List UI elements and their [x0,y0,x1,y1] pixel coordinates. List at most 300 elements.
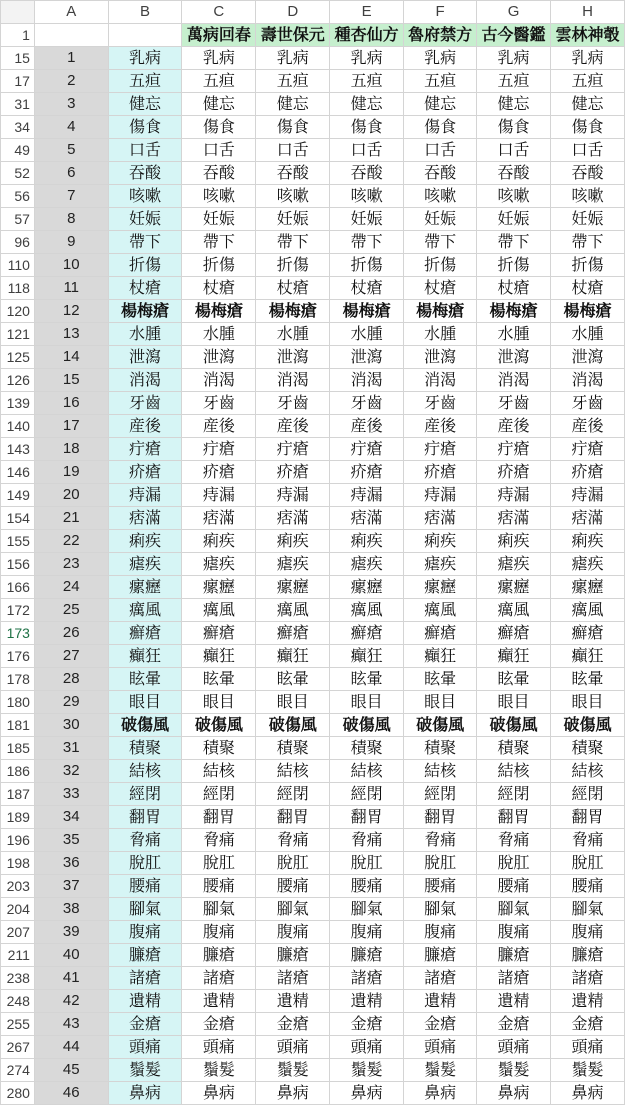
book-entry-cell[interactable]: 牙齒 [404,392,477,415]
book-entry-cell[interactable]: 吞酸 [404,162,477,185]
index-number-cell[interactable]: 13 [34,323,108,346]
book-entry-cell[interactable]: 癘風 [550,599,624,622]
row-header[interactable]: 207 [1,921,35,944]
book-entry-cell[interactable]: 破傷風 [182,714,256,737]
book-entry-cell[interactable]: 經閉 [256,783,330,806]
book-entry-cell[interactable]: 疥瘡 [182,461,256,484]
book-entry-cell[interactable]: 乳病 [256,47,330,70]
book-entry-cell[interactable]: 口舌 [550,139,624,162]
book-entry-cell[interactable]: 脅痛 [330,829,404,852]
disease-name-cell[interactable]: 折傷 [108,254,182,277]
book-entry-cell[interactable]: 瘰癧 [330,576,404,599]
book-entry-cell[interactable]: 吞酸 [256,162,330,185]
book-entry-cell[interactable]: 牙齒 [182,392,256,415]
row-header[interactable]: 187 [1,783,35,806]
book-entry-cell[interactable]: 口舌 [477,139,551,162]
book-entry-cell[interactable]: 脫肛 [256,852,330,875]
row-header[interactable]: 139 [1,392,35,415]
book-entry-cell[interactable]: 瘰癧 [182,576,256,599]
book-entry-cell[interactable]: 眼目 [256,691,330,714]
book-entry-cell[interactable]: 疥瘡 [404,461,477,484]
book-entry-cell[interactable]: 口舌 [330,139,404,162]
book-entry-cell[interactable]: 脅痛 [477,829,551,852]
book-entry-cell[interactable]: 眼目 [182,691,256,714]
book-entry-cell[interactable]: 諸瘡 [550,967,624,990]
book-entry-cell[interactable]: 妊娠 [330,208,404,231]
book-entry-cell[interactable]: 癬瘡 [477,622,551,645]
book-entry-cell[interactable]: 脫肛 [550,852,624,875]
book-entry-cell[interactable]: 吞酸 [330,162,404,185]
index-number-cell[interactable]: 4 [34,116,108,139]
book-entry-cell[interactable]: 眩暈 [256,668,330,691]
disease-name-cell[interactable]: 産後 [108,415,182,438]
row-header[interactable]: 110 [1,254,35,277]
disease-name-cell[interactable]: 腰痛 [108,875,182,898]
index-number-cell[interactable]: 2 [34,70,108,93]
disease-name-cell[interactable]: 健忘 [108,93,182,116]
book-entry-cell[interactable]: 金瘡 [256,1013,330,1036]
book-title-cell[interactable]: 古今醫鑑 [477,24,551,47]
disease-name-cell[interactable]: 水腫 [108,323,182,346]
book-entry-cell[interactable]: 臁瘡 [477,944,551,967]
book-entry-cell[interactable]: 諸瘡 [330,967,404,990]
book-entry-cell[interactable]: 瘰癧 [256,576,330,599]
book-entry-cell[interactable]: 眼目 [330,691,404,714]
index-number-cell[interactable]: 27 [34,645,108,668]
row-header[interactable]: 189 [1,806,35,829]
index-number-cell[interactable]: 40 [34,944,108,967]
book-entry-cell[interactable]: 消渴 [404,369,477,392]
book-entry-cell[interactable]: 腳氣 [330,898,404,921]
book-entry-cell[interactable]: 痢疾 [330,530,404,553]
disease-name-cell[interactable]: 痞滿 [108,507,182,530]
book-entry-cell[interactable]: 消渴 [182,369,256,392]
book-entry-cell[interactable]: 鬚髮 [182,1059,256,1082]
book-entry-cell[interactable]: 帶下 [477,231,551,254]
book-entry-cell[interactable]: 遺精 [330,990,404,1013]
book-title-cell[interactable]: 壽世保元 [256,24,330,47]
book-entry-cell[interactable]: 健忘 [404,93,477,116]
book-entry-cell[interactable]: 瘧疾 [256,553,330,576]
book-entry-cell[interactable]: 痔漏 [330,484,404,507]
book-entry-cell[interactable]: 鬚髮 [550,1059,624,1082]
book-entry-cell[interactable]: 破傷風 [550,714,624,737]
book-entry-cell[interactable]: 頭痛 [404,1036,477,1059]
row-header[interactable]: 52 [1,162,35,185]
book-entry-cell[interactable]: 疥瘡 [477,461,551,484]
row-header[interactable]: 121 [1,323,35,346]
book-entry-cell[interactable]: 鬚髮 [256,1059,330,1082]
index-number-cell[interactable]: 9 [34,231,108,254]
book-entry-cell[interactable]: 牙齒 [550,392,624,415]
book-entry-cell[interactable]: 消渴 [330,369,404,392]
book-entry-cell[interactable]: 杖瘡 [477,277,551,300]
book-entry-cell[interactable]: 疔瘡 [256,438,330,461]
disease-name-cell[interactable]: 癲狂 [108,645,182,668]
row-header[interactable]: 15 [1,47,35,70]
book-entry-cell[interactable]: 楊梅瘡 [477,300,551,323]
index-number-cell[interactable]: 19 [34,461,108,484]
book-entry-cell[interactable]: 癲狂 [404,645,477,668]
book-entry-cell[interactable]: 癲狂 [256,645,330,668]
index-number-cell[interactable]: 30 [34,714,108,737]
row-header[interactable]: 176 [1,645,35,668]
book-entry-cell[interactable]: 金瘡 [550,1013,624,1036]
book-entry-cell[interactable]: 經閉 [550,783,624,806]
book-entry-cell[interactable]: 癘風 [256,599,330,622]
book-entry-cell[interactable]: 遺精 [477,990,551,1013]
book-entry-cell[interactable]: 眼目 [404,691,477,714]
book-entry-cell[interactable]: 腳氣 [404,898,477,921]
book-entry-cell[interactable]: 脅痛 [550,829,624,852]
book-entry-cell[interactable]: 健忘 [477,93,551,116]
index-number-cell[interactable]: 37 [34,875,108,898]
row-header[interactable]: 248 [1,990,35,1013]
book-entry-cell[interactable]: 腰痛 [550,875,624,898]
book-entry-cell[interactable]: 癬瘡 [182,622,256,645]
book-entry-cell[interactable]: 頭痛 [550,1036,624,1059]
book-entry-cell[interactable]: 諸瘡 [404,967,477,990]
book-entry-cell[interactable]: 折傷 [256,254,330,277]
disease-name-cell[interactable]: 口舌 [108,139,182,162]
book-entry-cell[interactable]: 翻胃 [550,806,624,829]
column-header-f[interactable]: F [404,1,477,24]
book-entry-cell[interactable]: 經閉 [404,783,477,806]
index-number-cell[interactable]: 11 [34,277,108,300]
book-entry-cell[interactable]: 瘧疾 [330,553,404,576]
book-entry-cell[interactable]: 鼻病 [330,1082,404,1105]
book-entry-cell[interactable]: 翻胃 [182,806,256,829]
book-entry-cell[interactable]: 腳氣 [182,898,256,921]
book-entry-cell[interactable]: 瘧疾 [477,553,551,576]
book-entry-cell[interactable]: 腹痛 [256,921,330,944]
book-entry-cell[interactable]: 瘰癧 [477,576,551,599]
book-entry-cell[interactable]: 癲狂 [182,645,256,668]
book-entry-cell[interactable]: 水腫 [256,323,330,346]
column-header-g[interactable]: G [477,1,551,24]
row-header[interactable]: 267 [1,1036,35,1059]
book-entry-cell[interactable]: 痢疾 [404,530,477,553]
book-entry-cell[interactable]: 五疸 [182,70,256,93]
book-entry-cell[interactable]: 痞滿 [182,507,256,530]
book-entry-cell[interactable]: 吞酸 [477,162,551,185]
disease-name-cell[interactable]: 鼻病 [108,1082,182,1105]
book-entry-cell[interactable]: 臁瘡 [256,944,330,967]
book-entry-cell[interactable]: 産後 [477,415,551,438]
book-entry-cell[interactable]: 腰痛 [404,875,477,898]
index-number-cell[interactable]: 15 [34,369,108,392]
book-entry-cell[interactable]: 腳氣 [256,898,330,921]
book-entry-cell[interactable]: 腹痛 [404,921,477,944]
row-header[interactable]: 126 [1,369,35,392]
book-entry-cell[interactable]: 健忘 [550,93,624,116]
book-entry-cell[interactable]: 楊梅瘡 [404,300,477,323]
index-number-cell[interactable]: 14 [34,346,108,369]
disease-name-cell[interactable]: 破傷風 [108,714,182,737]
book-entry-cell[interactable]: 杖瘡 [404,277,477,300]
book-entry-cell[interactable]: 水腫 [404,323,477,346]
book-entry-cell[interactable]: 楊梅瘡 [256,300,330,323]
book-entry-cell[interactable]: 瘧疾 [182,553,256,576]
book-entry-cell[interactable]: 癘風 [404,599,477,622]
row-header[interactable]: 166 [1,576,35,599]
column-header-h[interactable]: H [550,1,624,24]
disease-name-cell[interactable]: 傷食 [108,116,182,139]
book-entry-cell[interactable]: 痢疾 [550,530,624,553]
book-entry-cell[interactable]: 折傷 [477,254,551,277]
book-entry-cell[interactable]: 消渴 [550,369,624,392]
column-header-c[interactable]: C [182,1,256,24]
book-entry-cell[interactable]: 臁瘡 [330,944,404,967]
row-header[interactable]: 143 [1,438,35,461]
book-entry-cell[interactable]: 妊娠 [404,208,477,231]
row-header[interactable]: 125 [1,346,35,369]
book-entry-cell[interactable]: 鬚髮 [404,1059,477,1082]
book-entry-cell[interactable]: 泄瀉 [182,346,256,369]
book-entry-cell[interactable]: 楊梅瘡 [182,300,256,323]
book-entry-cell[interactable]: 傷食 [256,116,330,139]
book-entry-cell[interactable]: 癬瘡 [404,622,477,645]
disease-name-cell[interactable]: 妊娠 [108,208,182,231]
book-entry-cell[interactable]: 咳嗽 [330,185,404,208]
book-entry-cell[interactable]: 泄瀉 [256,346,330,369]
book-entry-cell[interactable]: 癬瘡 [256,622,330,645]
book-entry-cell[interactable]: 口舌 [404,139,477,162]
book-entry-cell[interactable]: 金瘡 [477,1013,551,1036]
book-entry-cell[interactable]: 折傷 [550,254,624,277]
disease-name-cell[interactable]: 消渴 [108,369,182,392]
book-entry-cell[interactable]: 腳氣 [550,898,624,921]
index-number-cell[interactable]: 12 [34,300,108,323]
book-entry-cell[interactable]: 腹痛 [550,921,624,944]
book-entry-cell[interactable]: 妊娠 [550,208,624,231]
row-header[interactable]: 280 [1,1082,35,1105]
index-number-cell[interactable]: 16 [34,392,108,415]
book-entry-cell[interactable]: 健忘 [330,93,404,116]
book-entry-cell[interactable]: 破傷風 [404,714,477,737]
book-entry-cell[interactable]: 結核 [477,760,551,783]
disease-name-cell[interactable]: 疔瘡 [108,438,182,461]
book-entry-cell[interactable]: 痞滿 [256,507,330,530]
book-entry-cell[interactable]: 痞滿 [477,507,551,530]
book-entry-cell[interactable]: 鼻病 [182,1082,256,1105]
index-number-cell[interactable]: 29 [34,691,108,714]
disease-name-cell[interactable]: 積聚 [108,737,182,760]
disease-name-cell[interactable]: 楊梅瘡 [108,300,182,323]
row-header[interactable]: 198 [1,852,35,875]
book-entry-cell[interactable]: 傷食 [477,116,551,139]
book-entry-cell[interactable]: 杖瘡 [256,277,330,300]
book-entry-cell[interactable]: 杖瘡 [330,277,404,300]
book-entry-cell[interactable]: 癬瘡 [550,622,624,645]
book-entry-cell[interactable]: 帶下 [330,231,404,254]
index-number-cell[interactable]: 39 [34,921,108,944]
book-entry-cell[interactable]: 脫肛 [182,852,256,875]
book-entry-cell[interactable]: 結核 [330,760,404,783]
disease-name-cell[interactable]: 杖瘡 [108,277,182,300]
book-entry-cell[interactable]: 腰痛 [330,875,404,898]
book-entry-cell[interactable]: 五疸 [477,70,551,93]
book-entry-cell[interactable]: 折傷 [404,254,477,277]
disease-name-cell[interactable]: 鬚髮 [108,1059,182,1082]
index-number-cell[interactable]: 25 [34,599,108,622]
book-entry-cell[interactable]: 五疸 [404,70,477,93]
row-header[interactable]: 180 [1,691,35,714]
book-entry-cell[interactable]: 痔漏 [256,484,330,507]
disease-name-cell[interactable]: 翻胃 [108,806,182,829]
index-number-cell[interactable]: 17 [34,415,108,438]
book-entry-cell[interactable]: 頭痛 [477,1036,551,1059]
book-entry-cell[interactable]: 痞滿 [550,507,624,530]
book-entry-cell[interactable]: 泄瀉 [404,346,477,369]
disease-name-cell[interactable]: 遺精 [108,990,182,1013]
book-entry-cell[interactable]: 脅痛 [404,829,477,852]
book-entry-cell[interactable]: 眩暈 [550,668,624,691]
book-entry-cell[interactable]: 疔瘡 [182,438,256,461]
row-header[interactable]: 156 [1,553,35,576]
disease-name-cell[interactable]: 疥瘡 [108,461,182,484]
book-entry-cell[interactable]: 五疸 [256,70,330,93]
book-entry-cell[interactable]: 癲狂 [477,645,551,668]
index-number-cell[interactable]: 21 [34,507,108,530]
book-entry-cell[interactable]: 咳嗽 [256,185,330,208]
book-entry-cell[interactable]: 乳病 [182,47,256,70]
book-entry-cell[interactable]: 乳病 [330,47,404,70]
row-header[interactable]: 211 [1,944,35,967]
book-entry-cell[interactable]: 腹痛 [182,921,256,944]
disease-name-cell[interactable]: 癬瘡 [108,622,182,645]
book-entry-cell[interactable]: 鬚髮 [477,1059,551,1082]
book-entry-cell[interactable]: 水腫 [182,323,256,346]
book-entry-cell[interactable]: 鼻病 [477,1082,551,1105]
book-entry-cell[interactable]: 妊娠 [477,208,551,231]
book-entry-cell[interactable]: 破傷風 [477,714,551,737]
disease-name-cell[interactable]: 腹痛 [108,921,182,944]
book-entry-cell[interactable]: 瘰癧 [404,576,477,599]
book-entry-cell[interactable]: 牙齒 [477,392,551,415]
book-entry-cell[interactable]: 鬚髮 [330,1059,404,1082]
book-entry-cell[interactable]: 疥瘡 [550,461,624,484]
row-header[interactable]: 172 [1,599,35,622]
index-number-cell[interactable]: 32 [34,760,108,783]
row-header[interactable]: 203 [1,875,35,898]
book-entry-cell[interactable]: 金瘡 [182,1013,256,1036]
row-header[interactable]: 140 [1,415,35,438]
index-number-cell[interactable]: 7 [34,185,108,208]
book-entry-cell[interactable]: 積聚 [550,737,624,760]
book-entry-cell[interactable]: 産後 [182,415,256,438]
index-number-cell[interactable]: 6 [34,162,108,185]
book-entry-cell[interactable]: 健忘 [256,93,330,116]
book-entry-cell[interactable]: 咳嗽 [477,185,551,208]
index-number-cell[interactable]: 43 [34,1013,108,1036]
book-entry-cell[interactable]: 癬瘡 [330,622,404,645]
book-entry-cell[interactable]: 折傷 [330,254,404,277]
book-entry-cell[interactable]: 臁瘡 [404,944,477,967]
disease-name-cell[interactable]: 脅痛 [108,829,182,852]
cell-a1[interactable] [34,24,108,47]
row-header[interactable]: 185 [1,737,35,760]
book-entry-cell[interactable]: 結核 [182,760,256,783]
row-header[interactable]: 186 [1,760,35,783]
book-entry-cell[interactable]: 眩暈 [404,668,477,691]
row-header[interactable]: 149 [1,484,35,507]
book-entry-cell[interactable]: 折傷 [182,254,256,277]
book-entry-cell[interactable]: 遺精 [550,990,624,1013]
book-entry-cell[interactable]: 腰痛 [477,875,551,898]
row-header[interactable]: 56 [1,185,35,208]
book-entry-cell[interactable]: 積聚 [182,737,256,760]
row-header[interactable]: 1 [1,24,35,47]
book-entry-cell[interactable]: 牙齒 [256,392,330,415]
row-header[interactable]: 255 [1,1013,35,1036]
book-entry-cell[interactable]: 鼻病 [256,1082,330,1105]
book-entry-cell[interactable]: 腰痛 [182,875,256,898]
row-header[interactable]: 120 [1,300,35,323]
index-number-cell[interactable]: 5 [34,139,108,162]
book-entry-cell[interactable]: 積聚 [404,737,477,760]
index-number-cell[interactable]: 23 [34,553,108,576]
book-entry-cell[interactable]: 吞酸 [182,162,256,185]
book-entry-cell[interactable]: 楊梅瘡 [550,300,624,323]
book-entry-cell[interactable]: 結核 [550,760,624,783]
book-entry-cell[interactable]: 五疸 [550,70,624,93]
book-entry-cell[interactable]: 痢疾 [477,530,551,553]
row-header[interactable]: 155 [1,530,35,553]
book-entry-cell[interactable]: 痔漏 [477,484,551,507]
index-number-cell[interactable]: 3 [34,93,108,116]
book-entry-cell[interactable]: 帶下 [404,231,477,254]
book-entry-cell[interactable]: 疔瘡 [330,438,404,461]
book-entry-cell[interactable]: 咳嗽 [404,185,477,208]
book-entry-cell[interactable]: 泄瀉 [330,346,404,369]
disease-name-cell[interactable]: 乳病 [108,47,182,70]
book-entry-cell[interactable]: 癲狂 [330,645,404,668]
disease-name-cell[interactable]: 眼目 [108,691,182,714]
disease-name-cell[interactable]: 臁瘡 [108,944,182,967]
disease-name-cell[interactable]: 泄瀉 [108,346,182,369]
book-entry-cell[interactable]: 諸瘡 [256,967,330,990]
disease-name-cell[interactable]: 癘風 [108,599,182,622]
book-title-cell[interactable]: 魯府禁方 [404,24,477,47]
disease-name-cell[interactable]: 頭痛 [108,1036,182,1059]
book-entry-cell[interactable]: 結核 [404,760,477,783]
row-header[interactable]: 17 [1,70,35,93]
book-entry-cell[interactable]: 傷食 [330,116,404,139]
index-number-cell[interactable]: 1 [34,47,108,70]
row-header[interactable]: 178 [1,668,35,691]
book-entry-cell[interactable]: 諸瘡 [182,967,256,990]
row-header[interactable]: 49 [1,139,35,162]
book-entry-cell[interactable]: 妊娠 [182,208,256,231]
book-entry-cell[interactable]: 疔瘡 [404,438,477,461]
book-entry-cell[interactable]: 瘧疾 [550,553,624,576]
row-header[interactable]: 96 [1,231,35,254]
book-entry-cell[interactable]: 翻胃 [404,806,477,829]
book-entry-cell[interactable]: 翻胃 [477,806,551,829]
book-entry-cell[interactable]: 破傷風 [330,714,404,737]
index-number-cell[interactable]: 28 [34,668,108,691]
book-entry-cell[interactable]: 疥瘡 [256,461,330,484]
book-entry-cell[interactable]: 脫肛 [330,852,404,875]
book-entry-cell[interactable]: 帶下 [182,231,256,254]
book-entry-cell[interactable]: 楊梅瘡 [330,300,404,323]
disease-name-cell[interactable]: 脫肛 [108,852,182,875]
book-entry-cell[interactable]: 乳病 [550,47,624,70]
book-title-cell[interactable]: 雲林神彀 [550,24,624,47]
index-number-cell[interactable]: 38 [34,898,108,921]
book-entry-cell[interactable]: 經閉 [182,783,256,806]
